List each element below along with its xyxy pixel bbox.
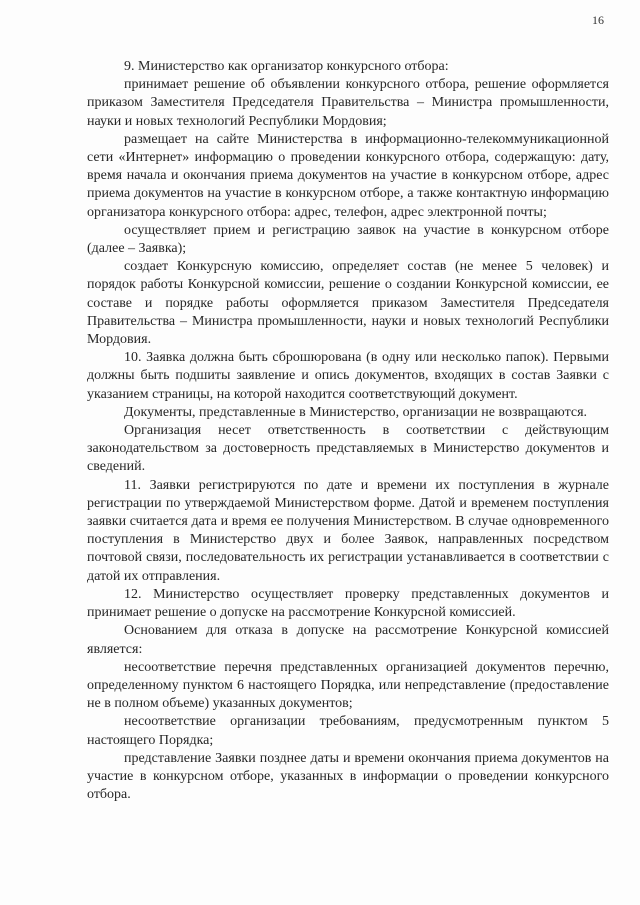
paragraph-10-responsibility: Организация несет ответственность в соответствии с действующим законодательством за достоверность представляемых в Министерство документов и сведений. (87, 423, 609, 475)
paragraph-10-documents: Документы, представленные в Министерство, организации не возвращаются. (124, 404, 588, 420)
paragraph-12-grounds: Основанием для отказа в допуске на рассмотрение Конкурсной комиссией является: (87, 623, 609, 657)
paragraph-9-item-1: принимает решение об объявлении конкурсного отбора, решение оформляется приказом Заместителя Председателя Правительства – Министра промышленности, науки и новых технологий Республики Мордовия; (87, 77, 609, 129)
paragraph-9-item-2: размещает на сайте Министерства в информационно-телекоммуникационной сети «Интернет» информацию о проведении конкурсного отбора, содержащую: дату, время начала и окончания приема документов на участие в конкурсном отборе, адрес приема документов на участие в конкурсном отборе, а также контактную информацию организатора конкурсного отбора: адрес, телефон, адрес электронной почты; (87, 131, 609, 220)
paragraph-11: 11. Заявки регистрируются по дате и времени их поступления в журнале регистрации по утверждаемой Министерством форме. Датой и временем поступления заявки считается дата и время ее получения Министерством. В случае одновременного поступления в Министерство двух и более Заявок, направленных посредством почтовой связи, последовательность их регистрации устанавливается в соответствии с датой их отправления. (87, 477, 609, 584)
paragraph-12-ground-1: несоответствие перечня представленных организацией документов перечню, определенному пунктом 6 настоящего Порядка, или непредставление (предоставление не в полном объеме) указанных документов; (87, 659, 609, 712)
document-body (87, 58, 609, 804)
paragraph-12-ground-3: представление Заявки позднее даты и времени окончания приема документов на участие в конкурсном отборе, указанных в информации о проведении конкурсного отбора. (87, 750, 609, 803)
paragraph-12-ground-2: несоответствие организации требованиям, предусмотренным пунктом 5 настоящего Порядка; (87, 714, 609, 748)
page-number: 16 (592, 13, 604, 27)
paragraph-9-item-3: осуществляет прием и регистрацию заявок на участие в конкурсном отборе (далее – Заявка); (87, 222, 609, 257)
paragraph-12: 12. Министерство осуществляет проверку представленных документов и принимает решение о допуске на рассмотрение Конкурсной комиссией. (87, 586, 609, 621)
paragraph-9-item-4: создает Конкурсную комиссию, определяет состав (не менее 5 человек) и порядок работы Конкурсной комиссии, решение о создании Конкурсной комиссии, ее составе и порядке работы оформляется приказом Заместителя Председателя Правительства – Министра промышленности, науки и новых технологий Республики Мордовия. (87, 259, 609, 348)
paragraph-9: 9. Министерство как организатор конкурсного отбора: (124, 59, 449, 74)
paragraph-10: 10. Заявка должна быть сброшюрована (в одну или несколько папок). Первыми должны быть подшиты заявление и опись документов, входящих в состав Заявки с указанием страницы, на которой находится соответствующий документ. (87, 350, 609, 402)
